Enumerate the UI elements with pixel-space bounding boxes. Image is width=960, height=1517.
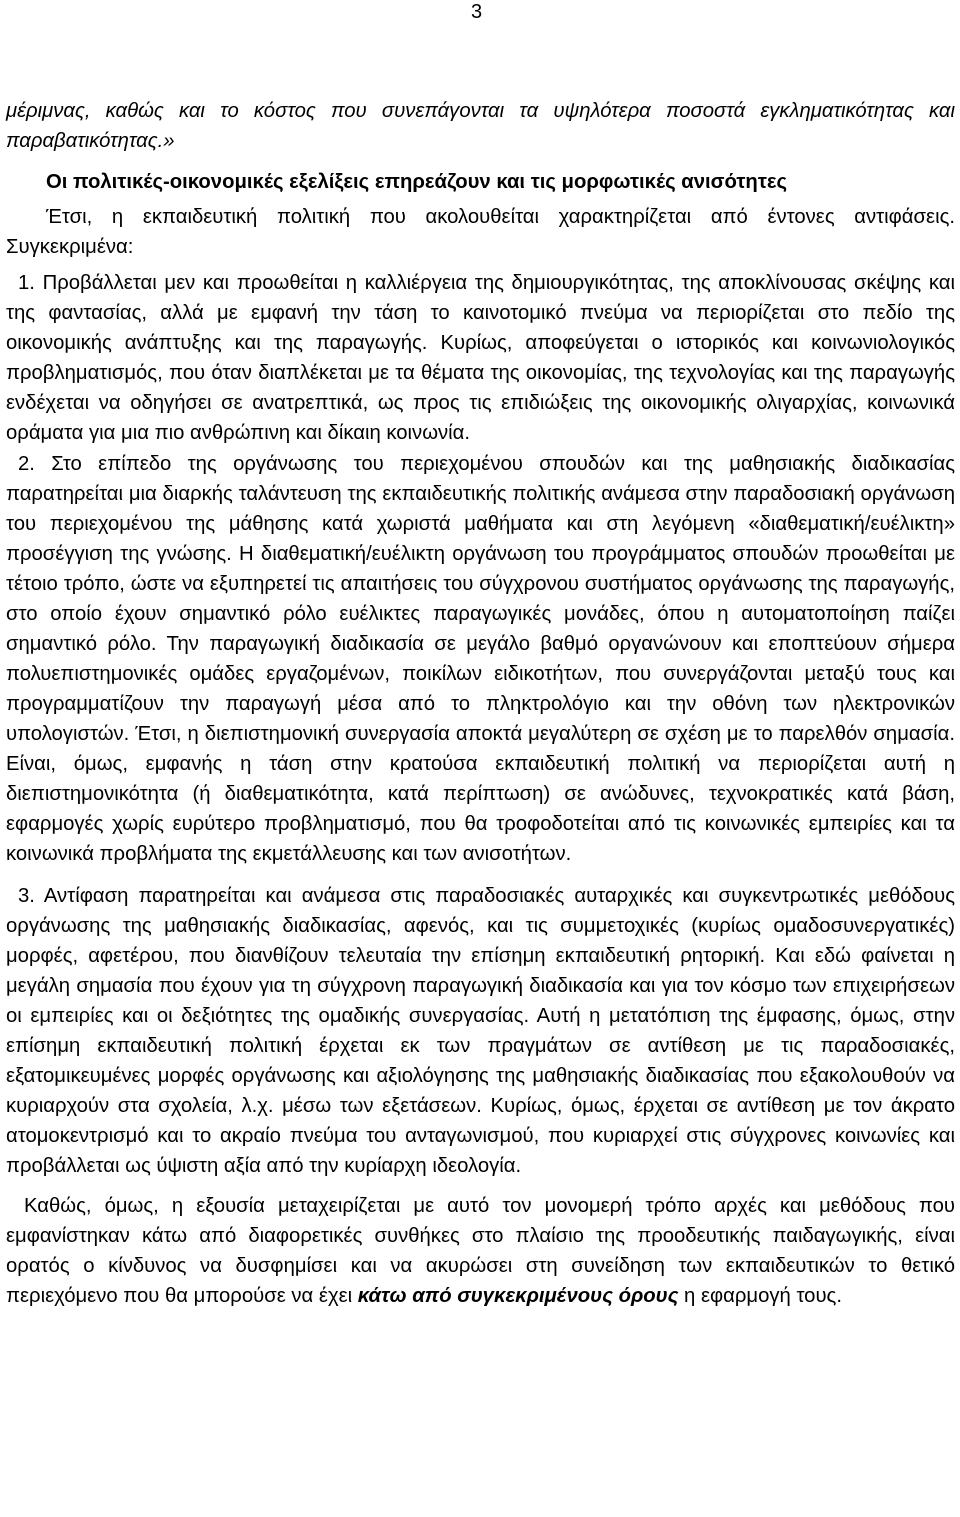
document-body: [6, 96, 955, 1311]
closing-text: Καθώς, όμως, η εξουσία μεταχειρίζεται με αυτό τον μονομερή τρόπο αρχές και μεθόδους που εμφανίστηκαν κάτω από διαφορετικές συνθήκες στο πλαίσιο της προοδευτικής παιδαγωγικής, είναι ορατός ο κίνδυνος να δυσφημίσει και να ακυρώσει στη συνείδηση των εκπαιδευτικών το θετικό περιεχόμενο που θα μπορούσε να έχει: [6, 1195, 955, 1307]
list-item-2: 2. Στο επίπεδο της οργάνωσης του περιεχομένου σπουδών και της μαθησιακής διαδικασίας παρατηρείται μια διαρκής ταλάντευση της εκπαιδευτικής πολιτικής ανάμεσα στην παραδοσιακή οργάνωση του περιεχομένου της μάθησης κατά χωριστά μαθήματα και στη λεγόμενη «διαθεματική/ευέλικτη» προσέγγιση της γνώσης. Η διαθεματική/ευέλικτη οργάνωση του προγράμματος σπουδών προωθείται με τέτοιο τρόπο, ώστε να εξυπηρετεί τις απαιτήσεις του σύγχρονου συστήματος οργάνωσης της παραγωγής, στο οποίο έχουν σημαντικό ρόλο ευέλικτες παραγωγικές μονάδες, όπου η αυτοματοποίηση παίζει σημαντικό ρόλο. Την παραγωγική διαδικασία σε μεγάλο βαθμό οργανώνουν και εποπτεύουν σήμερα πολυεπιστημονικές ομάδες εργαζομένων, ποικίλων ειδικοτήτων, που συνεργάζονται μεταξύ τους και προγραμματίζουν την παραγωγή μέσα από το πληκτρολόγιο και την οθόνη των ηλεκτρονικών υπολογιστών. Έτσι, η διεπιστημονική συνεργασία αποκτά μεγαλύτερη σε σχέση με το παρελθόν σημασία. Είναι, όμως, εμφανής η τάση στην κρατούσα εκπαιδευτική πολιτική να περιορίζεται αυτή η διεπιστημονικότητα (ή διαθεματικότητα, κατά περίπτωση) σε ανώδυνες, τεχνοκρατικές κατά βάση, εφαρμογές χωρίς ευρύτερο προβληματισμό, που θα τροφοδοτείται από τις κοινωνικές εμπειρίες και τα κοινωνικά προβλήματα της εκμετάλλευσης και των ανισοτήτων.: [6, 453, 955, 865]
section-heading: Οι πολιτικές-οικονομικές εξελίξεις επηρεάζουν και τις μορφωτικές ανισότητες: [46, 171, 788, 193]
list-item-3: 3. Αντίφαση παρατηρείται και ανάμεσα στις παραδοσιακές αυταρχικές και συγκεντρωτικές μεθόδους οργάνωσης της μαθησιακής διαδικασίας, αφενός, και τις συμμετοχικές (κυρίως ομαδοσυνεργατικές) μορφές, αφετέρου, που διανθίζουν τελευταία την επίσημη εκπαιδευτική ρητορική. Και εδώ φαίνεται η μεγάλη σημασία που έχουν για τη σύγχρονη παραγωγική διαδικασία και για τον κόσμο των επιχειρήσεων οι εμπειρίες και οι δεξιότητες της ομαδικής συνεργασίας. Αυτή η μετατόπιση της έμφασης, όμως, στην επίσημη εκπαιδευτική πολιτική έρχεται εκ των πραγμάτων σε αντίθεση με τις παραδοσιακές, εξατομικευμένες μορφές οργάνωσης και αξιολόγησης της μαθησιακής διαδικασίας που εξακολουθούν να κυριαρχούν στα σχολεία, λ.χ. μέσω των εξετάσεων. Κυρίως, όμως, έρχεται σε αντίθεση με τον άκρατο ατομοκεντρισμό και το ακραίο πνεύμα του ανταγωνισμού, που κυριαρχεί στις σύγχρονες κοινωνίες και προβάλλεται ως ύψιστη αξία από την κυρίαρχη ιδεολογία.: [6, 885, 955, 1177]
intro-paragraph: Έτσι, η εκπαιδευτική πολιτική που ακολουθείται χαρακτηρίζεται από έντονες αντιφάσεις. Συγκεκριμένα:: [6, 206, 955, 258]
list-item-1: 1. Προβάλλεται μεν και προωθείται η καλλιέργεια της δημιουργικότητας, της αποκλίνουσας σκέψης και της φαντασίας, αλλά με εμφανή την τάση το καινοτομικό πνεύμα να περιορίζεται στο πεδίο της οικονομικής ανάπτυξης και της παραγωγής. Κυρίως, αποφεύγεται ο ιστορικός και κοινωνιολογικός προβληματισμός, που όταν διαπλέκεται με τα θέματα της οικονομίας, της τεχνολογίας και της παραγωγής ενδέχεται να οδηγήσει σε ανατρεπτικά, ως προς τις επιδιώξεις της οικονομικής ολιγαρχίας, κοινωνικά οράματα για μια πιο ανθρώπινη και δίκαιη κοινωνία.: [6, 272, 955, 444]
intro-quote: μέριμνας, καθώς και το κόστος που συνεπάγονται τα υψηλότερα ποσοστά εγκληματικότητας και παραβατικότητας.»: [6, 100, 955, 152]
page-number: 3: [471, 1, 483, 23]
closing-end: η εφαρμογή τους.: [678, 1285, 842, 1307]
closing-emphasis: κάτω από συγκεκριμένους όρους: [357, 1285, 679, 1307]
closing-paragraph: [6, 1191, 955, 1311]
